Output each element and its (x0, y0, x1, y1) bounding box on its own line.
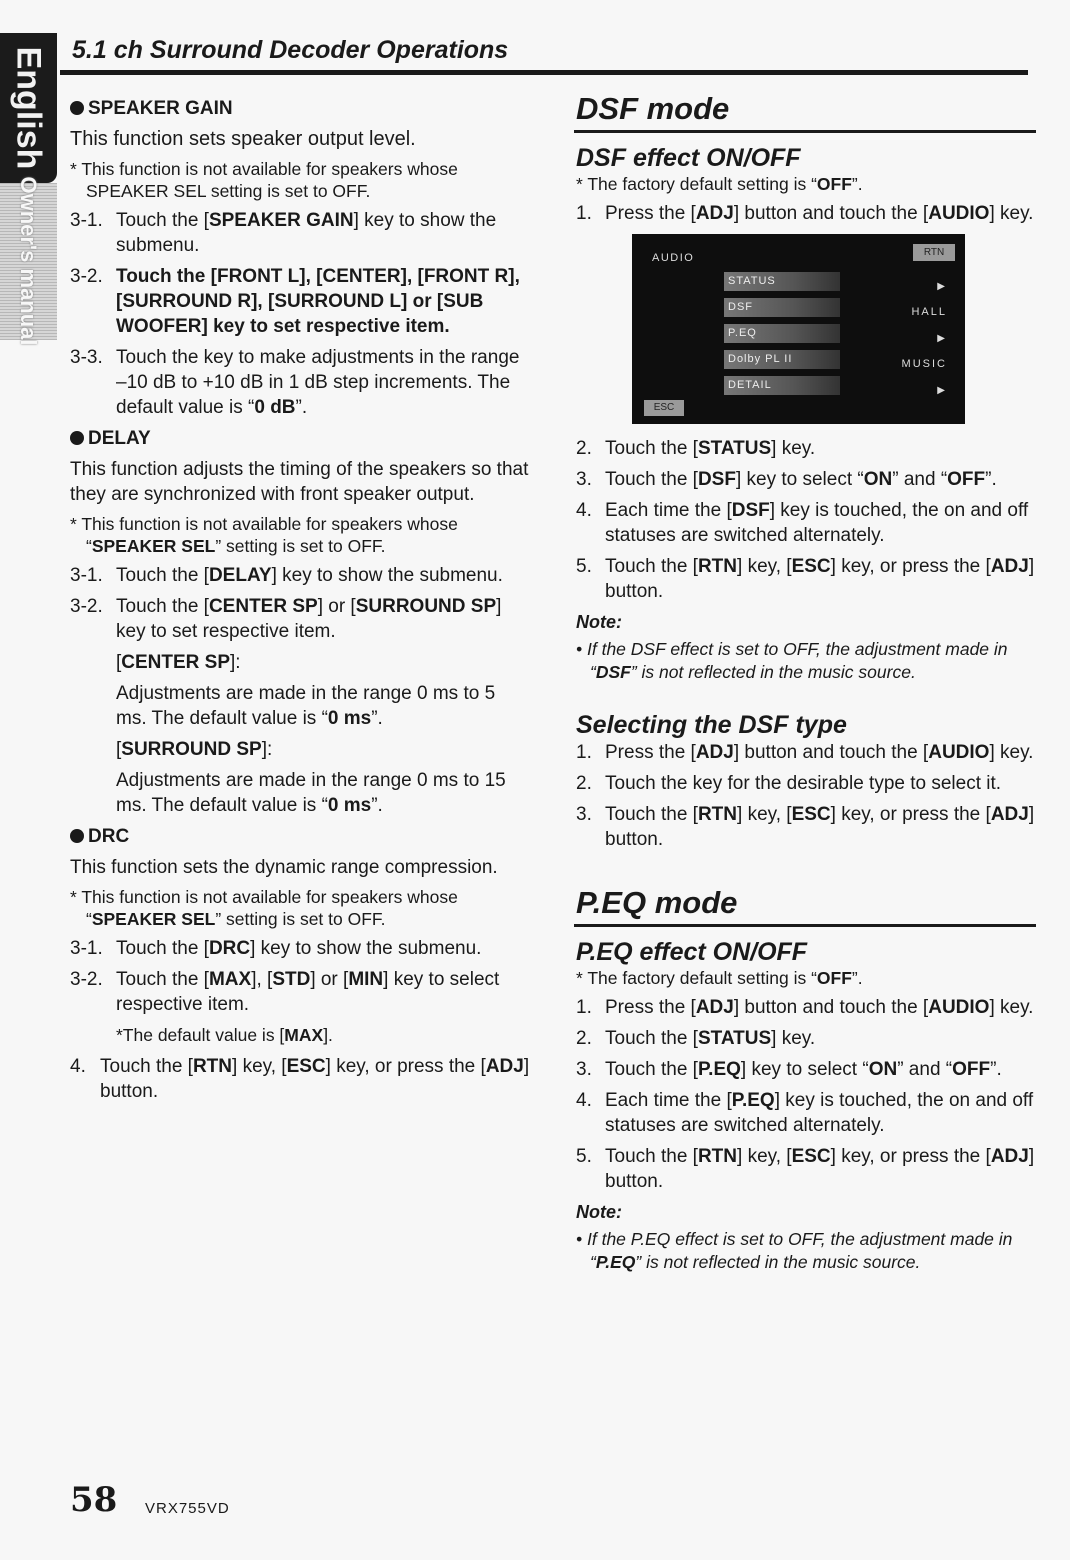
dsf-step-1: 1. Press the [ADJ] button and touch the [AUDIO] key. (576, 203, 1034, 224)
model-number: VRX755VD (145, 1500, 230, 1517)
drc-step-4: 4. Touch the [RTN] key, [ESC] key, or press the [ADJ] button. (70, 1056, 530, 1102)
speaker-gain-heading: SPEAKER GAIN (70, 96, 530, 121)
speaker-gain-step-3: 3-3. Touch the key to make adjustments in the range –10 dB to +10 dB in 1 dB step increments. The default value is “0 dB”. (70, 347, 520, 418)
peq-factory-note: * The factory default setting is “OFF”. (576, 968, 863, 988)
drc-default: *The default value is [MAX]. (116, 1025, 333, 1045)
menu-item-status[interactable]: STATUS (724, 272, 840, 291)
dolby-value: MUSIC (901, 358, 947, 370)
delay-center-desc: Adjustments are made in the range 0 ms to 5 ms. The default value is “0 ms”. (116, 683, 496, 729)
dsf-step-4: 4. Each time the [DSF] key is touched, the on and off statuses are switched alternately. (576, 500, 1029, 546)
side-tab-language: English (9, 46, 48, 170)
delay-heading: DELAY (70, 426, 530, 451)
dsf-note: • If the DSF effect is set to OFF, the adjustment made in “DSF” is not reflected in the music source. (576, 639, 1008, 682)
play-arrow-icon: ▶ (937, 281, 945, 292)
dsf-step-5: 5. Touch the [RTN] key, [ESC] key, or press the [ADJ] button. (576, 556, 1035, 602)
delay-center-label: [CENTER SP]: (116, 652, 241, 673)
side-tab (0, 33, 57, 346)
dsf-effect-title: DSF effect ON/OFF (576, 144, 801, 172)
play-arrow-icon: ▶ (937, 333, 945, 344)
speaker-gain-desc: This function sets speaker output level. (70, 128, 416, 150)
delay-step-2: 3-2. Touch the [CENTER SP] or [SURROUND SP] key to set respective item. (70, 596, 502, 642)
bullet-icon (70, 431, 84, 445)
drc-desc: This function sets the dynamic range compression. (70, 857, 498, 878)
page-number: 58 (70, 1480, 118, 1520)
peq-step-2: 2. Touch the [STATUS] key. (576, 1028, 816, 1049)
side-tab-manual: Owner's manual (16, 176, 41, 346)
delay-note: * This function is not available for speakers whose “SPEAKER SEL” setting is set to OFF. (70, 514, 458, 556)
menu-item-peq[interactable]: P.EQ (724, 324, 840, 343)
delay-step-1: 3-1. Touch the [DELAY] key to show the submenu. (70, 565, 503, 586)
dsf-value: HALL (911, 306, 947, 318)
peq-step-4: 4. Each time the [P.EQ] key is touched, the on and off statuses are switched alternately. (576, 1090, 1034, 1136)
dsf-factory-note: * The factory default setting is “OFF”. (576, 174, 863, 194)
drc-step-2: 3-2. Touch the [MAX], [STD] or [MIN] key to select respective item. (70, 969, 500, 1015)
drc-step-1: 3-1. Touch the [DRC] key to show the submenu. (70, 938, 482, 959)
drc-heading: DRC (70, 824, 530, 849)
dsf-mode-title: DSF mode (576, 91, 730, 126)
peq-mode-title: P.EQ mode (576, 885, 738, 920)
peq-note: • If the P.EQ effect is set to OFF, the adjustment made in “P.EQ” is not reflected in the music source. (576, 1229, 1013, 1272)
speaker-gain-note: * This function is not available for speakers whose SPEAKER SEL setting is set to OFF. (70, 159, 458, 201)
menu-item-dsf[interactable]: DSF (724, 298, 840, 317)
dsf-type-step-3: 3. Touch the [RTN] key, [ESC] key, or press the [ADJ] button. (576, 804, 1035, 850)
dsf-mode-rule (574, 130, 1036, 133)
esc-button[interactable]: ESC (644, 400, 684, 416)
bullet-icon (70, 829, 84, 843)
drc-note: * This function is not available for speakers whose “SPEAKER SEL” setting is set to OFF. (70, 887, 458, 929)
play-arrow-icon: ▶ (937, 385, 945, 396)
peq-step-5: 5. Touch the [RTN] key, [ESC] key, or press the [ADJ] button. (576, 1146, 1035, 1192)
dsf-step-2: 2. Touch the [STATUS] key. (576, 438, 816, 459)
dsf-type-step-2: 2. Touch the key for the desirable type to select it. (576, 773, 1002, 794)
dsf-note-heading: Note: (576, 612, 622, 632)
peq-note-heading: Note: (576, 1202, 622, 1222)
page-header-title: 5.1 ch Surround Decoder Operations (72, 36, 509, 64)
audio-menu-label: AUDIO (652, 252, 695, 264)
rtn-button[interactable]: RTN (913, 244, 955, 261)
speaker-gain-step-2: 3-2. Touch the [FRONT L], [CENTER], [FRONT R], [SURROUND R], [SURROUND L] or [SUB WOOFER] key to set respective item. (70, 266, 520, 337)
bullet-icon (70, 101, 84, 115)
peq-effect-title: P.EQ effect ON/OFF (576, 938, 808, 966)
speaker-gain-step-1: 3-1. Touch the [SPEAKER GAIN] key to show the submenu. (70, 210, 497, 256)
dsf-type-step-1: 1. Press the [ADJ] button and touch the [AUDIO] key. (576, 742, 1034, 763)
peq-step-1: 1. Press the [ADJ] button and touch the [AUDIO] key. (576, 997, 1034, 1018)
audio-menu-screenshot (632, 234, 965, 424)
peq-mode-rule (574, 924, 1036, 927)
menu-item-detail[interactable]: DETAIL (724, 376, 840, 395)
delay-desc: This function adjusts the timing of the speakers so that they are synchronized with front speaker output. (70, 459, 529, 505)
left-column (70, 90, 530, 1110)
peq-step-3: 3. Touch the [P.EQ] key to select “ON” and “OFF”. (576, 1059, 1002, 1080)
header-rule (60, 70, 1028, 75)
menu-item-dolby[interactable]: Dolby PL II (724, 350, 840, 369)
dsf-step-3: 3. Touch the [DSF] key to select “ON” and “OFF”. (576, 469, 997, 490)
dsf-type-title: Selecting the DSF type (576, 711, 847, 739)
delay-surround-label: [SURROUND SP]: (116, 739, 273, 760)
right-column (576, 90, 1036, 1274)
delay-surround-desc: Adjustments are made in the range 0 ms to 15 ms. The default value is “0 ms”. (116, 770, 506, 816)
